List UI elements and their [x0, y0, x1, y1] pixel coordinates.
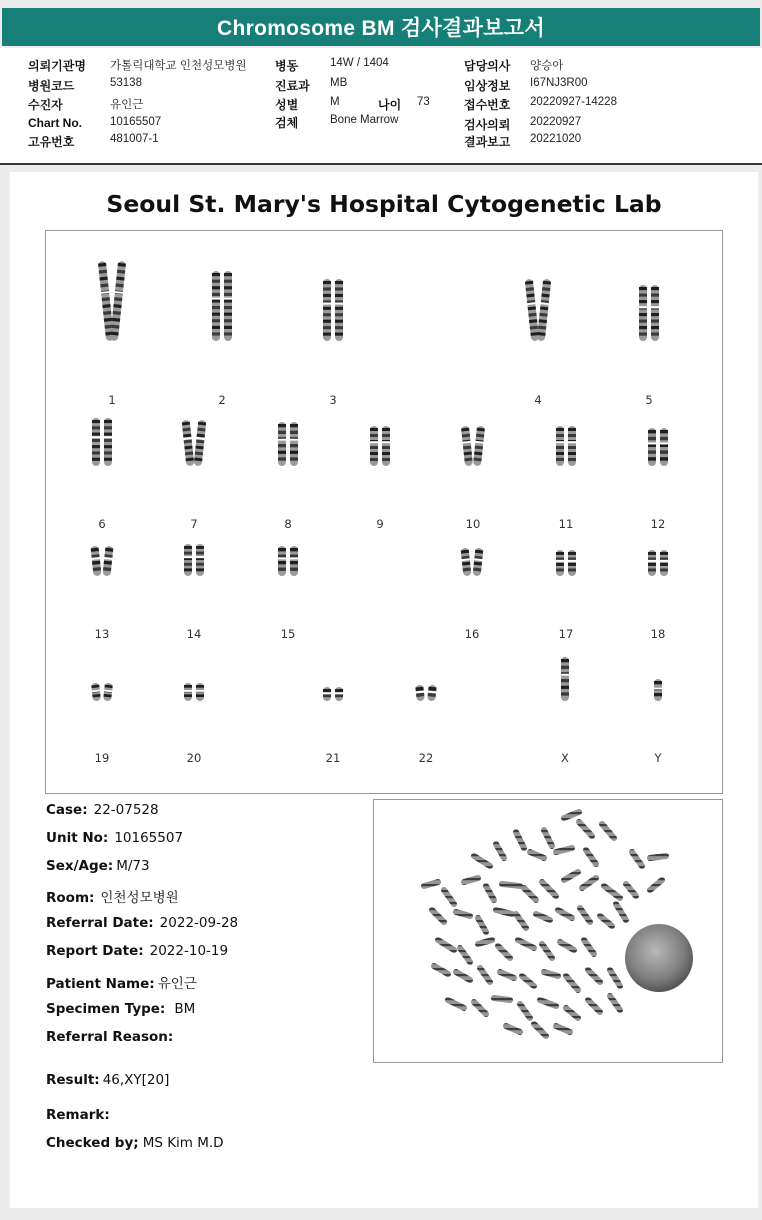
chromosome-pair-21-picture: [316, 231, 350, 703]
chromosome-label-22: 22: [418, 751, 434, 765]
chromosome-label-20: 20: [186, 751, 202, 765]
chromosome-pair-y-picture: [641, 231, 675, 703]
chromosome-label-21: 21: [325, 751, 341, 765]
chromosome-label-16: 16: [464, 627, 480, 641]
chromosome-label-7: 7: [190, 517, 198, 531]
chromosome-label-17: 17: [558, 627, 574, 641]
chromosome-label-10: 10: [465, 517, 481, 531]
doctor-value: 양승아: [530, 60, 564, 72]
case-value: 22-07528: [93, 802, 159, 818]
request-date-label: 검사의뢰: [464, 118, 511, 132]
specimen-type-line: [46, 1001, 195, 1017]
unit-line: [46, 830, 183, 846]
unit-value: 10165507: [114, 830, 184, 846]
patient-name-value: 유인근: [157, 976, 197, 992]
chromosome-label-8: 8: [284, 517, 292, 531]
report-date-label: Report Date:: [46, 943, 144, 959]
case-label: Case:: [46, 802, 88, 818]
chromosome-pair-22-picture: [409, 231, 443, 703]
chromosome-pair-x-picture: [548, 231, 582, 703]
metaphase-image: [373, 799, 723, 1063]
chromosome-19: [85, 231, 119, 793]
chromosome-pair-9-picture: [363, 231, 397, 468]
result-value: 46,XY[20]: [102, 1072, 170, 1088]
ward-label: 병동: [275, 59, 299, 73]
chromosome-y: [641, 231, 675, 793]
chromosome-21: [316, 231, 350, 793]
case-line: [46, 802, 159, 818]
sex-value: M: [330, 96, 340, 108]
chart-no-label: Chart No.: [28, 116, 82, 130]
age-value: 73: [417, 96, 430, 108]
chromosome-label-15: 15: [280, 627, 296, 641]
chromosome-label-3: 3: [329, 393, 337, 407]
patient-name-line: [46, 972, 197, 992]
report-title-bar: [2, 8, 760, 46]
chart-no-value: 10165507: [110, 116, 162, 128]
chromosome-label-1: 1: [108, 393, 116, 407]
report-date-value: 2022-10-19: [149, 943, 229, 959]
chromosome-label-6: 6: [98, 517, 106, 531]
dept-label: 진료과: [275, 79, 310, 93]
chromosome-label-19: 19: [94, 751, 110, 765]
unit-label: Unit No:: [46, 830, 109, 846]
report-page: [10, 172, 758, 1208]
specimen-type-label: Specimen Type:: [46, 1001, 166, 1017]
referral-date-value: 2022-09-28: [159, 915, 239, 931]
sexage-value: M/73: [116, 858, 150, 874]
chromosome-20: [177, 231, 211, 793]
report-date-line: [46, 943, 228, 959]
chromosome-label-y: Y: [654, 751, 662, 765]
referral-date-label: Referral Date:: [46, 915, 154, 931]
hospital-code-value: 53138: [110, 77, 142, 89]
result-line: [46, 1072, 169, 1088]
chromosome-x: [548, 231, 582, 793]
dept-value: MB: [330, 77, 348, 89]
chromosome-label-5: 5: [645, 393, 653, 407]
chromosome-label-9: 9: [376, 517, 384, 531]
receipt-no-label: 접수번호: [464, 98, 511, 112]
chromosome-label-x: X: [561, 751, 569, 765]
metaphase-spread-picture: [374, 800, 722, 1062]
chromosome-16: [455, 231, 489, 793]
doctor-label: 담당의사: [464, 59, 511, 73]
unique-no-label: 고유번호: [28, 135, 75, 149]
patient-value: 유인근: [110, 99, 144, 111]
clinical-info-label: 임상정보: [464, 79, 511, 93]
chromosome-label-2: 2: [218, 393, 226, 407]
result-date-label: 결과보고: [464, 135, 511, 149]
result-date-value: 20221020: [530, 133, 582, 145]
patient-label: 수진자: [28, 98, 63, 112]
chromosome-label-12: 12: [650, 517, 666, 531]
sexage-label: Sex/Age:: [46, 858, 114, 874]
result-label: Result:: [46, 1072, 100, 1088]
specimen-value: Bone Marrow: [330, 114, 399, 126]
chromosome-9: [363, 231, 397, 793]
room-value: 인천성모병원: [100, 890, 179, 906]
hospital-code-label: 병원코드: [28, 79, 75, 93]
karyotype-panel: [45, 230, 723, 794]
chromosome-label-4: 4: [534, 393, 542, 407]
referral-reason-label: Referral Reason:: [46, 1029, 174, 1045]
interphase-nucleus: [625, 924, 693, 992]
checked-by-value: MS Kim M.D: [142, 1135, 224, 1151]
chromosome-label-14: 14: [186, 627, 202, 641]
lab-title: Seoul St. Mary's Hospital Cytogenetic Lab: [106, 190, 662, 218]
room-line: [46, 886, 179, 906]
request-date-value: 20220927: [530, 116, 582, 128]
referral-reason-line: [46, 1029, 179, 1045]
age-label: 나이: [378, 98, 402, 112]
chromosome-15: [271, 231, 305, 793]
unique-no-value: 481007-1: [110, 133, 159, 145]
specimen-label: 검체: [275, 116, 299, 130]
chromosome-label-18: 18: [650, 627, 666, 641]
chromosome-pair-16-picture: [455, 231, 489, 578]
chromosome-label-11: 11: [558, 517, 574, 531]
remark-label: Remark:: [46, 1107, 110, 1123]
checked-by-label: Checked by;: [46, 1135, 139, 1151]
checked-by-line: [46, 1135, 224, 1151]
patient-info-panel: [0, 48, 762, 164]
institution-label: 의뢰기관명: [28, 59, 86, 73]
chromosome-pair-15-picture: [271, 231, 305, 578]
chromosome-label-13: 13: [94, 627, 110, 641]
specimen-type-value: BM: [174, 1001, 196, 1017]
chromosome-pair-20-picture: [177, 231, 211, 703]
referral-date-line: [46, 915, 238, 931]
remark-line: [46, 1107, 116, 1123]
institution-value: 가톨릭대학교 인천성모병원: [110, 60, 247, 72]
report-title: Chromosome BM 검사결과보고서: [217, 17, 545, 40]
receipt-no-value: 20220927-14228: [530, 96, 617, 108]
chromosome-pair-19-picture: [85, 231, 119, 703]
sexage-line: [46, 858, 150, 874]
patient-name-label: Patient Name:: [46, 976, 155, 992]
sex-label: 성별: [275, 98, 299, 112]
info-divider: [0, 163, 762, 165]
chromosome-22: [409, 231, 443, 793]
clinical-info-value: I67NJ3R00: [530, 77, 588, 89]
room-label: Room:: [46, 890, 95, 906]
ward-value: 14W / 1404: [330, 57, 389, 69]
